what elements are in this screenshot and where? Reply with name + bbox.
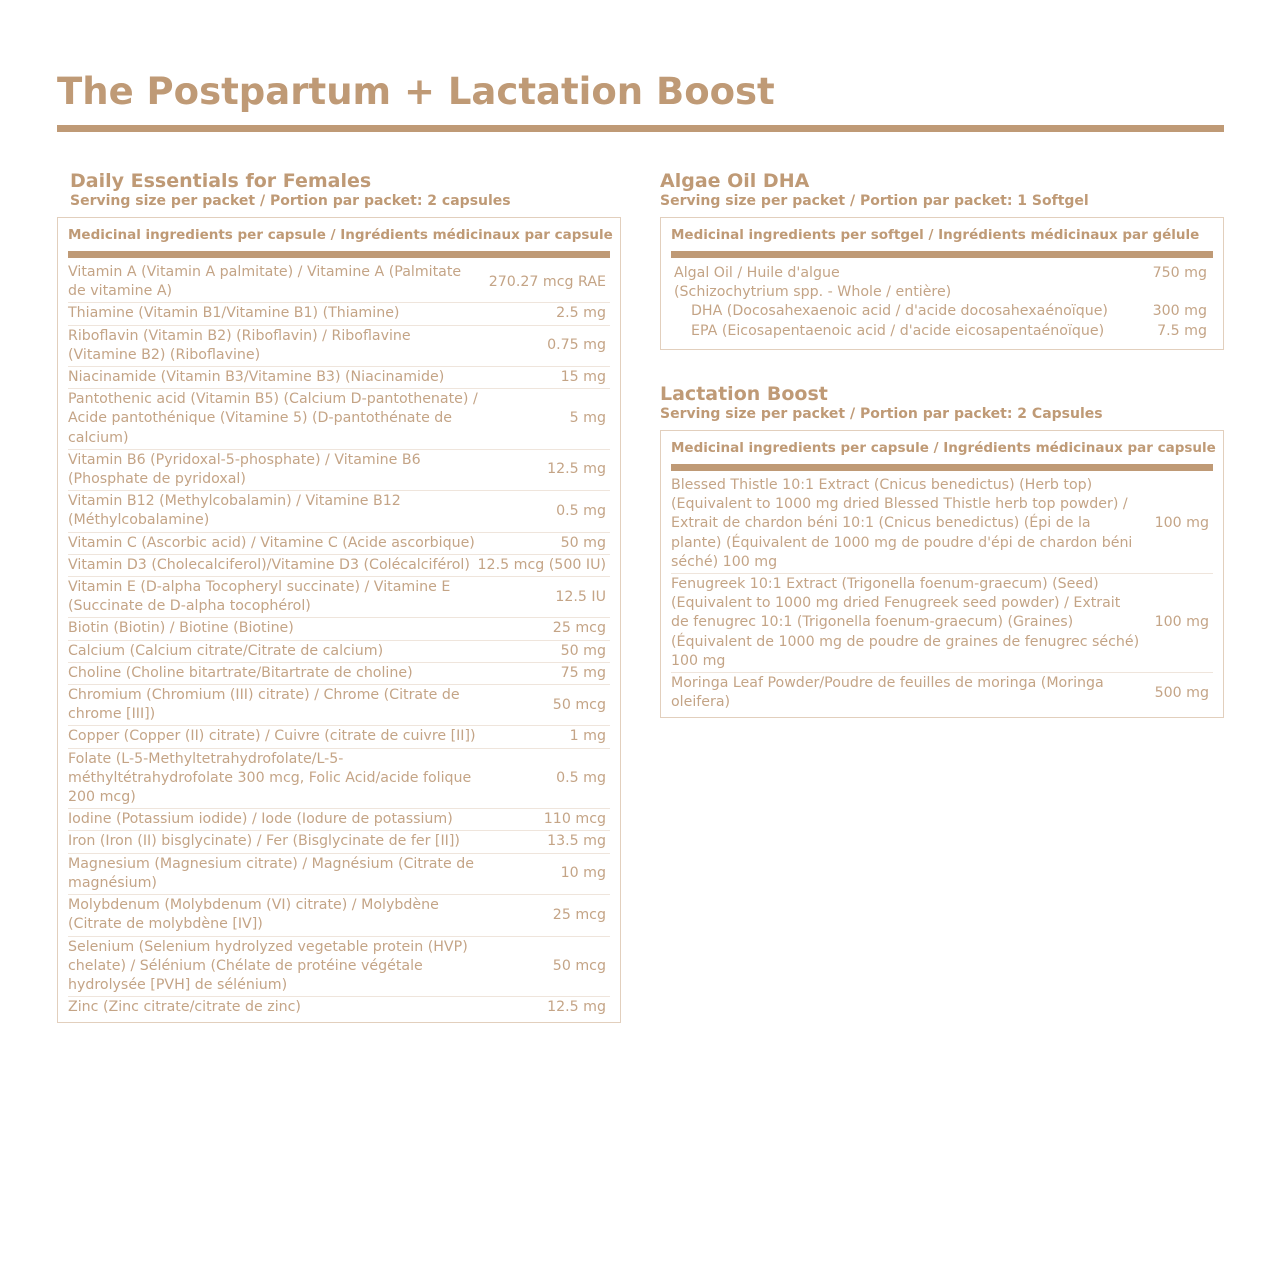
lactation-boost-table-header: Medicinal ingredients per capsule / Ingrédients médicinaux par capsule <box>671 440 1216 456</box>
table-row <box>68 809 610 831</box>
table-row <box>68 618 610 640</box>
algal-oil-row <box>671 264 1213 283</box>
algal-oil-name: Algal Oil / Huile d'algue <box>674 265 840 281</box>
ingredient-name: Chromium (Chromium (III) citrate) / Chrome (Citrate de chrome [III]) <box>68 687 460 723</box>
table-row <box>68 262 610 303</box>
algae-oil-table <box>660 217 1224 350</box>
ingredient-amount: 75 mg <box>560 664 606 681</box>
ingredient-name: Vitamin A (Vitamin A palmitate) / Vitamine A (Palmitate de vitamine A) <box>68 264 462 300</box>
ingredient-amount: 50 mcg <box>552 696 606 713</box>
ingredient-amount: 50 mg <box>560 534 606 551</box>
algae-oil-section <box>660 170 1224 350</box>
epa-amount: 7.5 mg <box>1157 322 1207 339</box>
table-row <box>68 854 610 895</box>
ingredient-name: Biotin (Biotin) / Biotine (Biotine) <box>68 620 294 637</box>
table-row <box>68 367 610 389</box>
table-row <box>68 326 610 367</box>
table-row <box>68 997 610 1018</box>
ingredient-amount: 50 mcg <box>552 957 606 974</box>
ingredient-amount: 110 mcg <box>543 811 606 828</box>
algae-oil-title: Algae Oil DHA <box>660 170 810 192</box>
daily-essentials-table <box>57 217 621 1023</box>
daily-essentials-title: Daily Essentials for Females <box>70 170 372 192</box>
daily-essentials-table-header: Medicinal ingredients per capsule / Ingrédients médicinaux par capsule <box>68 227 613 243</box>
ingredient-amount: 100 mg <box>1154 515 1209 532</box>
dha-row <box>671 302 1213 321</box>
ingredient-name: Magnesium (Magnesium citrate) / Magnésium (Citrate de magnésium) <box>68 855 474 891</box>
table-row <box>68 685 610 726</box>
header-bar <box>68 251 610 258</box>
table-row <box>68 450 610 491</box>
ingredient-name: Folate (L-5-Methyltetrahydrofolate/L-5-méthyltétrahydrofolate 300 mcg, Folic Acid/acide folique 200 mcg) <box>68 750 472 806</box>
ingredient-amount: 100 mg <box>1154 614 1209 631</box>
table-row <box>68 491 610 532</box>
epa-name: EPA (Eicosapentaenoic acid / d'acide eicosapentaénoïque) <box>691 322 1105 339</box>
ingredient-amount: 1 mg <box>569 728 606 745</box>
title-divider <box>57 125 1224 132</box>
lactation-boost-title: Lactation Boost <box>660 383 828 405</box>
header-bar <box>671 464 1213 471</box>
ingredient-name: Vitamin D3 (Cholecalciferol)/Vitamine D3 (Colécalciférol) <box>68 556 470 573</box>
ingredient-amount: 15 mg <box>560 369 606 386</box>
ingredient-name: Vitamin B6 (Pyridoxal-5-phosphate) / Vitamine B6 (Phosphate de pyridoxal) <box>68 451 421 488</box>
ingredient-amount: 10 mg <box>560 865 606 882</box>
ingredient-name: Niacinamide (Vitamin B3/Vitamine B3) (Niacinamide) <box>68 369 445 386</box>
table-row <box>68 641 610 663</box>
lactation-boost-section <box>660 383 1224 718</box>
ingredient-name: Copper (Copper (II) citrate) / Cuivre (citrate de cuivre [II]) <box>68 728 476 745</box>
algae-oil-table-header: Medicinal ingredients per softgel / Ingrédients médicinaux par gélule <box>671 227 1200 243</box>
table-row <box>68 303 610 325</box>
ingredient-amount: 12.5 mcg (500 IU) <box>477 556 606 573</box>
daily-essentials-serving: Serving size per packet / Portion par packet: 2 capsules <box>70 193 511 209</box>
daily-essentials-section <box>57 170 621 1023</box>
table-row <box>68 895 610 936</box>
table-row <box>68 555 610 577</box>
ingredient-amount: 12.5 IU <box>555 588 606 605</box>
ingredient-amount: 2.5 mg <box>556 305 606 322</box>
ingredient-name: Vitamin E (D-alpha Tocopheryl succinate) / Vitamine E (Succinate de D-alpha tocophérol) <box>68 579 451 615</box>
ingredient-amount: 500 mg <box>1154 684 1209 701</box>
ingredient-amount: 0.5 mg <box>556 769 606 786</box>
table-row <box>68 726 610 748</box>
algal-oil-source-row <box>671 283 1213 302</box>
table-row <box>671 574 1213 673</box>
table-row <box>68 749 610 810</box>
ingredient-amount: 25 mcg <box>552 620 606 637</box>
ingredient-name: Blessed Thistle 10:1 Extract (Cnicus benedictus) (Herb top) (Equivalent to 1000 mg dried Blessed Thistle herb top powder) / Extrait de chardon béni 10:1 (Cnicus benedictus) (Épi de la plante) (Équivalent de 1000 mg de poudre d'épi de chardon béni séché) 100 mg <box>671 477 1133 570</box>
ingredient-name: Selenium (Selenium hydrolyzed vegetable protein (HVP) chelate) / Sélénium (Chélate de protéine végétale hydrolysée [PVH] de sélénium) <box>68 938 468 993</box>
table-row <box>671 673 1213 713</box>
table-row <box>68 663 610 685</box>
ingredient-name: Iodine (Potassium iodide) / Iode (Iodure de potassium) <box>68 811 453 828</box>
ingredient-name: Zinc (Zinc citrate/citrate de zinc) <box>68 999 301 1016</box>
ingredient-amount: 13.5 mg <box>547 833 606 850</box>
ingredient-amount: 25 mcg <box>552 906 606 923</box>
table-row <box>68 577 610 618</box>
daily-essentials-rows <box>68 262 610 1018</box>
ingredient-amount: 12.5 mg <box>547 999 606 1016</box>
ingredient-amount: 0.5 mg <box>556 502 606 519</box>
ingredient-amount: 12.5 mg <box>547 461 606 478</box>
algae-oil-serving: Serving size per packet / Portion par packet: 1 Softgel <box>660 193 1089 209</box>
ingredient-amount: 0.75 mg <box>547 337 606 354</box>
algal-oil-amount: 750 mg <box>1152 265 1207 281</box>
ingredient-name: Vitamin B12 (Methylcobalamin) / Vitamine B12 (Méthylcobalamine) <box>68 493 401 529</box>
ingredient-name: Pantothenic acid (Vitamin B5) (Calcium D-pantothenate) / Acide pantothénique (Vitamine 5) (D-pantothénate de calcium) <box>68 391 478 446</box>
lactation-boost-rows <box>671 475 1213 713</box>
lactation-boost-serving: Serving size per packet / Portion par packet: 2 Capsules <box>660 406 1103 422</box>
table-row <box>68 937 610 998</box>
header-bar <box>671 251 1213 258</box>
ingredient-name: Choline (Choline bitartrate/Bitartrate de choline) <box>68 664 413 681</box>
dha-amount: 300 mg <box>1152 303 1207 320</box>
ingredient-name: Iron (Iron (II) bisglycinate) / Fer (Bisglycinate de fer [II]) <box>68 833 460 850</box>
ingredient-name: Thiamine (Vitamin B1/Vitamine B1) (Thiamine) <box>68 305 400 322</box>
ingredient-amount: 50 mg <box>560 642 606 659</box>
table-row <box>68 831 610 853</box>
dha-name: DHA (Docosahexaenoic acid / d'acide docosahexaénoïque) <box>691 303 1108 320</box>
ingredient-name: Molybdenum (Molybdenum (VI) citrate) / Molybdène (Citrate de molybdène [IV]) <box>68 897 439 933</box>
ingredient-amount: 270.27 mcg RAE <box>488 273 606 290</box>
table-row <box>68 533 610 555</box>
ingredient-name: Riboflavin (Vitamin B2) (Riboflavin) / Riboflavine (Vitamine B2) (Riboflavine) <box>68 327 411 363</box>
ingredient-amount: 5 mg <box>569 410 606 427</box>
algal-oil-source: (Schizochytrium spp. - Whole / entière) <box>674 284 952 301</box>
lactation-boost-table <box>660 430 1224 718</box>
page-title: The Postpartum + Lactation Boost <box>57 70 775 113</box>
ingredient-name: Fenugreek 10:1 Extract (Trigonella foenum-graecum) (Seed) (Equivalent to 1000 mg dried Fenugreek seed powder) / Extrait de fenugrec 10:1 (Trigonella foenum-graecum) (Graines) (Équivalent de 1000 mg de poudre de graines de fenugrec séché) 100 mg <box>671 576 1140 669</box>
ingredient-name: Calcium (Calcium citrate/Citrate de calcium) <box>68 642 384 659</box>
ingredient-name: Moringa Leaf Powder/Poudre de feuilles de moringa (Moringa oleifera) <box>671 675 1104 711</box>
table-row <box>68 389 610 450</box>
table-row <box>671 475 1213 574</box>
ingredient-name: Vitamin C (Ascorbic acid) / Vitamine C (Acide ascorbique) <box>68 534 475 551</box>
epa-row <box>671 322 1213 341</box>
